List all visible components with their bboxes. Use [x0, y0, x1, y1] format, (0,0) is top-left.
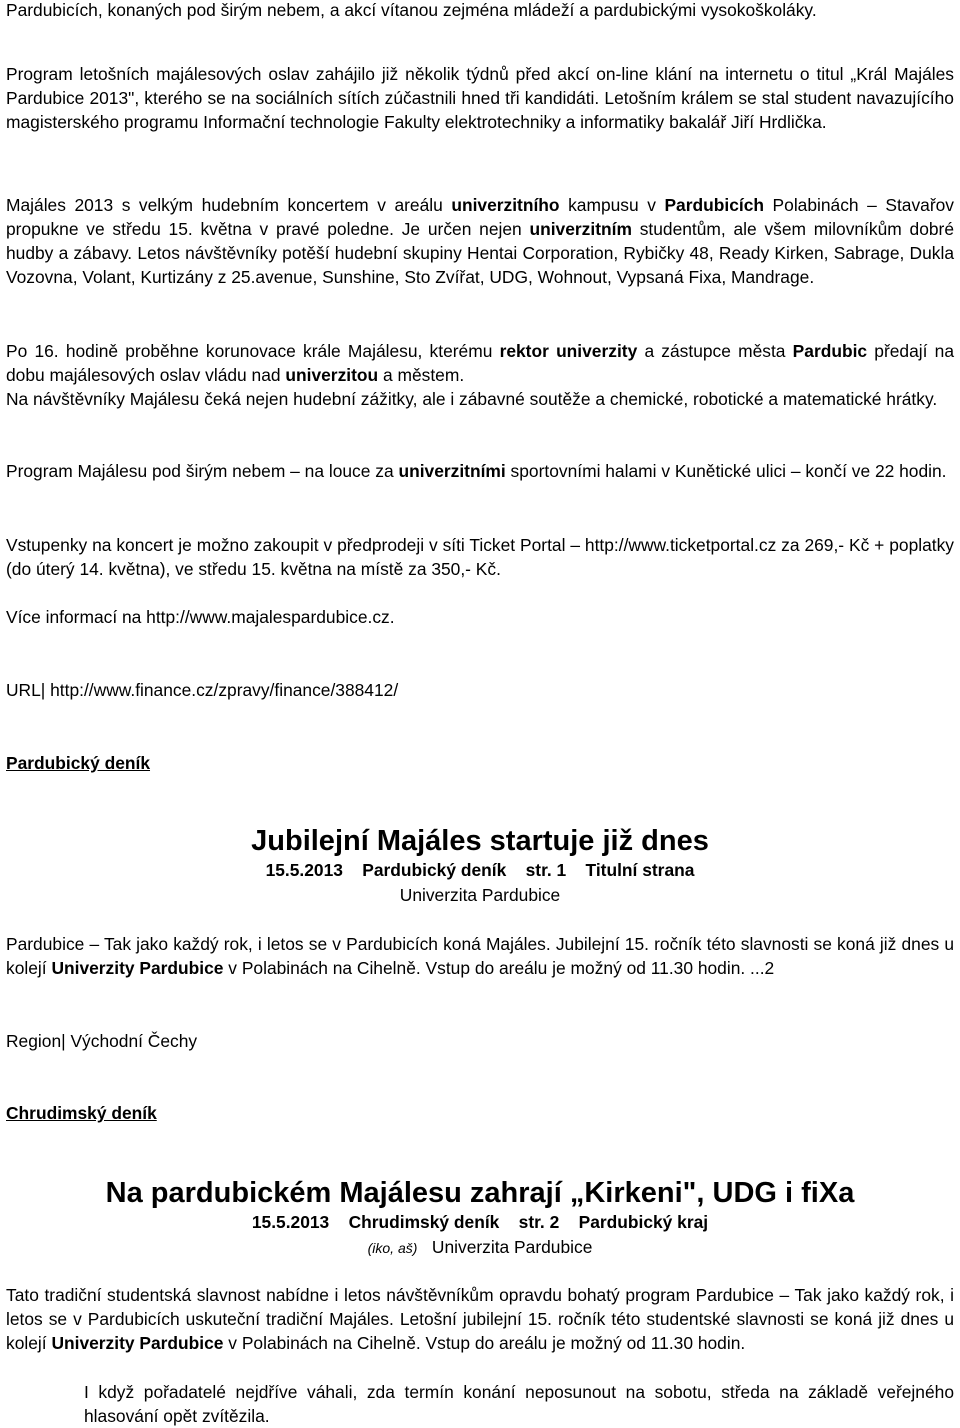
- keyword-highlight: univerzitního: [451, 195, 560, 215]
- keyword-highlight: Pardubic: [792, 341, 868, 361]
- program-paragraph: [6, 62, 954, 134]
- keyword-highlight: univerzity: [556, 341, 638, 361]
- text-run: Polabinách – Stavařov propukne ve středu 15. května v pravé poledne. Je určen nejen: [6, 195, 954, 239]
- text-run: předají na dobu majálesových oslav vládu nad: [6, 341, 954, 385]
- meta-paper: Pardubický deník: [362, 860, 507, 880]
- intro-paragraph: Pardubicích, konaných pod širým nebem, a akcí vítanou zejména mládeží a pardubickými vysokoškoláky.: [6, 0, 817, 20]
- concert-paragraph: [6, 193, 954, 289]
- text-run: Pardubice – Tak jako každý rok, i letos se v Pardubicích koná Majáles. Jubilejní 15. ročník této slavnosti se koná již dnes u kolejí: [6, 934, 954, 978]
- text-run: sportovními halami v Kunětické ulici – končí ve 22 hodin.: [505, 461, 947, 481]
- tickets-paragraph: Vstupenky na koncert je možno zakoupit v předprodeji v síti Ticket Portal – http://www.ticketportal.cz za 269,- Kč + poplatky (do úterý 14. května), ve středu 15. května na místě za 350,- Kč.: [6, 535, 954, 579]
- meta-page: str. 2: [518, 1212, 560, 1232]
- meta-date: 15.5.2013: [265, 860, 343, 880]
- article-byline: [0, 1235, 960, 1260]
- article-keyword: Univerzita Pardubice: [399, 885, 561, 905]
- text-run: a městem.: [378, 365, 465, 385]
- text-run: Program Majálesu pod širým nebem – na louce za: [6, 461, 399, 481]
- text-run: v Polabinách na Cihelně. Vstup do areálu je možný od 11.30 hodin. ...2: [223, 958, 775, 978]
- more-info-paragraph: Více informací na http://www.majalespardubice.cz.: [6, 607, 395, 627]
- article-meta: [0, 1210, 960, 1234]
- article-keyword: Univerzita Pardubice: [431, 1237, 593, 1257]
- program-text-a: Program letošních majálesových oslav zahájilo již několik týdnů před akcí on-line klání na internetu o titul „Král Majáles Pardubice 2013", kterého se na sociálních sítích zúčastnili hned tři kandidáti.: [6, 64, 954, 108]
- source-name: Pardubický deník: [6, 753, 151, 773]
- program-text-b: Letošním králem se stal student navazujícího magisterského programu Informační technologie Fakulty elektrotechniky a informatiky bakalář Jiří Hrdlička.: [6, 88, 954, 132]
- keyword-highlight: univerzitou: [285, 365, 379, 385]
- text-run: [549, 341, 556, 361]
- article-last-paragraph: I když pořadatelé nejdříve váhali, zda termín konání neposunout na sobotu, středa na základě veřejného hlasování opět zvítězila.: [84, 1382, 954, 1426]
- keyword-highlight: rektor: [499, 341, 549, 361]
- meta-paper: Chrudimský deník: [348, 1212, 500, 1232]
- article-authors: (iko, aš): [367, 1240, 418, 1256]
- visitors-paragraph: Na návštěvníky Majálesu čeká nejen hudební zážitky, ale i zábavné soutěže a chemické, robotické a matematické hrátky.: [6, 389, 938, 409]
- article-region: Region| Východní Čechy: [6, 1031, 198, 1051]
- article-body: [6, 932, 954, 980]
- schedule-paragraph: [6, 459, 954, 483]
- keyword-highlight: Univerzity Pardubice: [51, 958, 224, 978]
- text-run: kampusu v: [559, 195, 665, 215]
- source-name: Chrudimský deník: [6, 1103, 157, 1123]
- keyword-highlight: univerzitními: [398, 461, 506, 481]
- meta-date: 15.5.2013: [251, 1212, 330, 1232]
- meta-page: str. 1: [525, 860, 567, 880]
- meta-section: Pardubický kraj: [578, 1212, 709, 1232]
- text-run: v Polabinách na Cihelně. Vstup do areálu je možný od 11.30 hodin.: [223, 1333, 746, 1353]
- article-headline: Jubilejní Majáles startuje již dnes: [251, 825, 709, 857]
- coronation-paragraph: [6, 339, 954, 387]
- text-run: Tato tradiční studentská slavnost nabídne i letos návštěvníkům opravdu bohatý program Pardubice – Tak jako každý rok, i letos se v Pardubicích uskuteční tradiční Majáles. Letošní jubilejní 15. ročník této studentské slavnosti se koná již dnes u kolejí: [6, 1285, 954, 1353]
- text-run: Po 16. hodině proběhne korunovace krále Majálesu, kterému: [6, 341, 500, 361]
- keyword-highlight: Univerzity Pardubice: [51, 1333, 224, 1353]
- article-headline: Na pardubickém Majálesu zahrají „Kirkeni", UDG i fiXa: [105, 1177, 855, 1209]
- text-run: a zástupce města: [637, 341, 793, 361]
- article-body: [6, 1283, 954, 1355]
- keyword-highlight: Pardubicích: [664, 195, 764, 215]
- text-run: Majáles 2013 s velkým hudebním koncertem v areálu: [6, 195, 452, 215]
- keyword-highlight: univerzitním: [529, 219, 632, 239]
- meta-section: Titulní strana: [585, 860, 695, 880]
- text-run: studentům, ale všem milovníkům dobré hudby a zábavy. Letos návštěvníky potěší hudební skupiny Hentai Corporation, Rybičky 48, Ready Kirken, Sabrage, Dukla Vozovna, Volant, Kurtizány z 25.avenue, Sunshine, Sto Zvířat, UDG, Wohnout, Vypsaná Fixa, Mandrage.: [6, 219, 954, 287]
- source-url: URL| http://www.finance.cz/zpravy/finance/388412/: [6, 680, 399, 700]
- article-meta: [0, 858, 960, 882]
